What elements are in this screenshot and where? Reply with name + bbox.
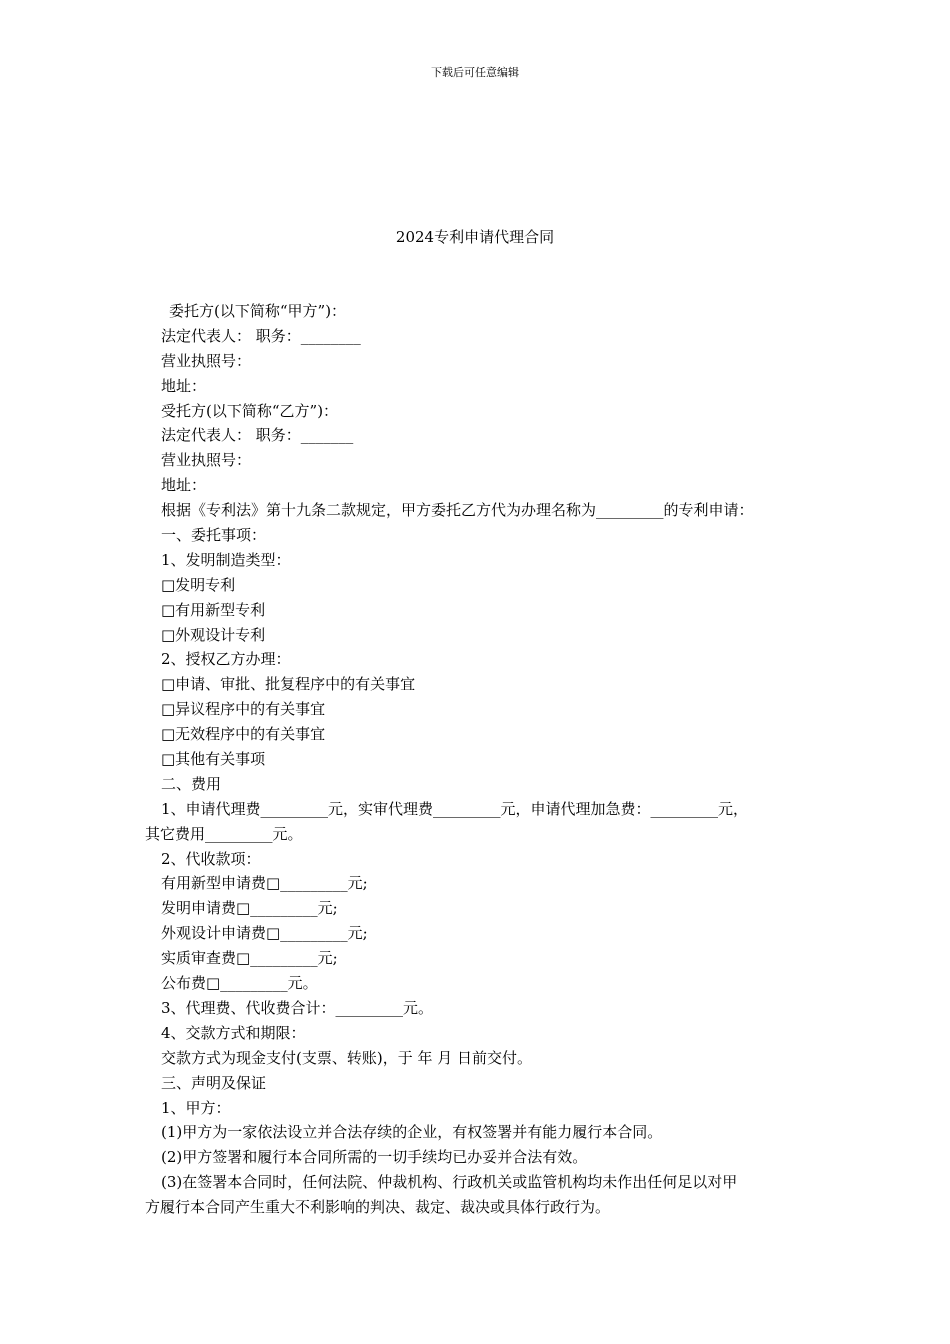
text-line-continuation: 方履行本合同产生重大不利影响的判决、裁定、裁决或具体行政行为。	[145, 1198, 611, 1217]
section-heading: 二、费用	[161, 774, 222, 793]
text-line: 实质审查费□_________元;	[161, 949, 338, 968]
checkbox-line: □有用新型专利	[161, 600, 266, 619]
section-heading: 一、委托事项：	[161, 526, 267, 545]
text-line: 法定代表人： 职务：_______	[161, 426, 354, 445]
checkbox-line: □发明专利	[161, 575, 236, 594]
text-line-continuation: 其它费用_________元。	[145, 824, 303, 843]
checkbox-line: □其他有关事项	[161, 750, 266, 769]
text-line: 外观设计申请费□_________元;	[161, 924, 368, 943]
header-note: 下载后可任意编辑	[431, 66, 519, 79]
text-line: (1)甲方为一家依法设立并合法存续的企业，有权签署并有能力履行本合同。	[161, 1123, 663, 1142]
text-line: 2、代收款项：	[161, 849, 261, 868]
page-title: 2024专利申请代理合同	[395, 228, 555, 246]
text-line: 根据《专利法》第十九条二款规定，甲方委托乙方代为办理名称为_________的专利申请：	[161, 501, 754, 520]
text-line: 法定代表人： 职务：________	[161, 326, 361, 345]
text-line: 1、申请代理费_________元，实审代理费_________元，申请代理加急费：_________元，	[161, 799, 749, 818]
checkbox-line: □无效程序中的有关事宜	[161, 725, 326, 744]
checkbox-line: □申请、审批、批复程序中的有关事宜	[161, 675, 416, 694]
text-line-principal: 委托方(以下简称“甲方”)：	[169, 302, 347, 320]
text-line: 3、代理费、代收费合计：_________元。	[161, 998, 434, 1017]
text-line: 营业执照号：	[161, 351, 252, 370]
text-line: 交款方式为现金支付(支票、转账)，于 年 月 日前交付。	[161, 1048, 533, 1067]
checkbox-line: □异议程序中的有关事宜	[161, 700, 326, 719]
text-line: 2、授权乙方办理：	[161, 650, 291, 669]
text-line: 营业执照号：	[161, 451, 252, 470]
text-line: 发明申请费□_________元;	[161, 899, 338, 918]
text-line: 1、发明制造类型：	[161, 550, 291, 569]
text-line: 有用新型申请费□_________元;	[161, 874, 368, 893]
text-line: 地址：	[161, 476, 207, 495]
checkbox-line: □外观设计专利	[161, 625, 266, 644]
text-line: 地址：	[161, 376, 207, 395]
text-line-agent: 受托方(以下简称“乙方”)：	[161, 401, 339, 420]
text-line: 公布费□_________元。	[161, 974, 318, 993]
text-line: (2)甲方签署和履行本合同所需的一切手续均已办妥并合法有效。	[161, 1148, 588, 1167]
text-line: 4、交款方式和期限：	[161, 1023, 306, 1042]
text-line: 1、甲方：	[161, 1098, 231, 1117]
contract-body	[145, 299, 825, 1220]
text-line: (3)在签署本合同时，任何法院、仲裁机构、行政机关或监管机构均未作出任何足以对甲	[161, 1173, 738, 1192]
section-heading: 三、声明及保证	[161, 1073, 267, 1092]
